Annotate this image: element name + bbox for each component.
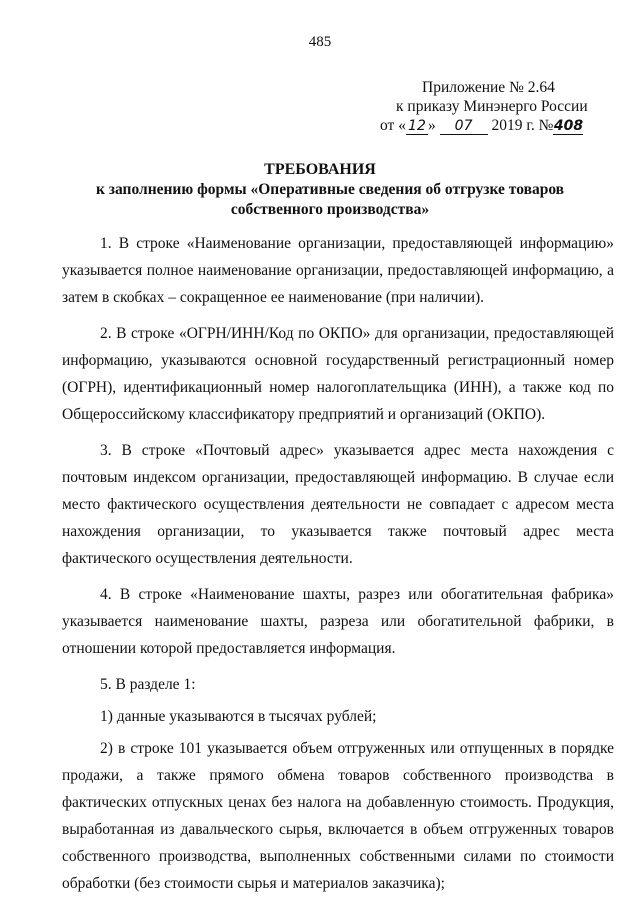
paragraph-1: 1. В строке «Наименование организации, предоставляющей информацию» указывается полное наименование организации, предоставляющей информацию, а затем в скобках – сокращенное ее наименование (при наличии). [62, 235, 614, 306]
document-body [62, 230, 614, 906]
handwritten-order-number: 408 [553, 118, 584, 134]
paragraph-5: 5. В разделе 1: [100, 676, 196, 693]
appendix-date-line [380, 116, 610, 135]
date-year: 2019 г. № [491, 117, 554, 134]
appendix-header [380, 78, 610, 135]
appendix-title: Приложение № 2.64 [422, 79, 555, 96]
date-prefix: от « [380, 117, 406, 134]
handwritten-day: 12 [406, 119, 428, 135]
date-mid: » [427, 117, 436, 134]
document-title: ТРЕБОВАНИЯ [264, 161, 376, 178]
paragraph-2: 2. В строке «ОГРН/ИНН/Код по ОКПО» для организации, предоставляющей информацию, указываются основной государственный регистрационный номер (ОГРН), идентификационный номер налогоплательщика (ИНН), а также код по Общероссийскому классификатору предприятий и организаций (ОКПО). [62, 325, 614, 423]
document-subtitle: к заполнению формы «Оперативные сведения об отгрузке товаров собственного производства» [95, 181, 565, 218]
appendix-order-reference: к приказу Минэнерго России [396, 98, 588, 115]
paragraph-5-item-1: 1) данные указываются в тысячах рублей; [100, 708, 377, 725]
paragraph-4: 4. В строке «Наименование шахты, разрез или обогатительная фабрика» указывается наименование шахты, разреза или обогатительной фабрики, в отношении которой предоставляется информация. [62, 586, 614, 657]
paragraph-5-item-2: 2) в строке 101 указывается объем отгруженных или отпущенных в порядке продажи, а также прямого обмена товаров собственного производства в фактических отпускных ценах без налога на добавленную стоимость. Продукция, выработанная из давальческого сырья, включается в объем отгруженных товаров собственного производства, выполненных собственными силами по стоимости обработки (без стоимости сырья и материалов заказчика); [62, 740, 614, 892]
paragraph-3: 3. В строке «Почтовый адрес» указывается адрес места нахождения с почтовым индексом организации, предоставляющей информацию. В случае если место фактического осуществления деятельности не совпадает с адресом места нахождения организации, то указывается также почтовый адрес места фактического осуществления деятельности. [62, 442, 614, 567]
handwritten-month: 07 [440, 119, 488, 135]
page-number: 485 [308, 34, 332, 50]
